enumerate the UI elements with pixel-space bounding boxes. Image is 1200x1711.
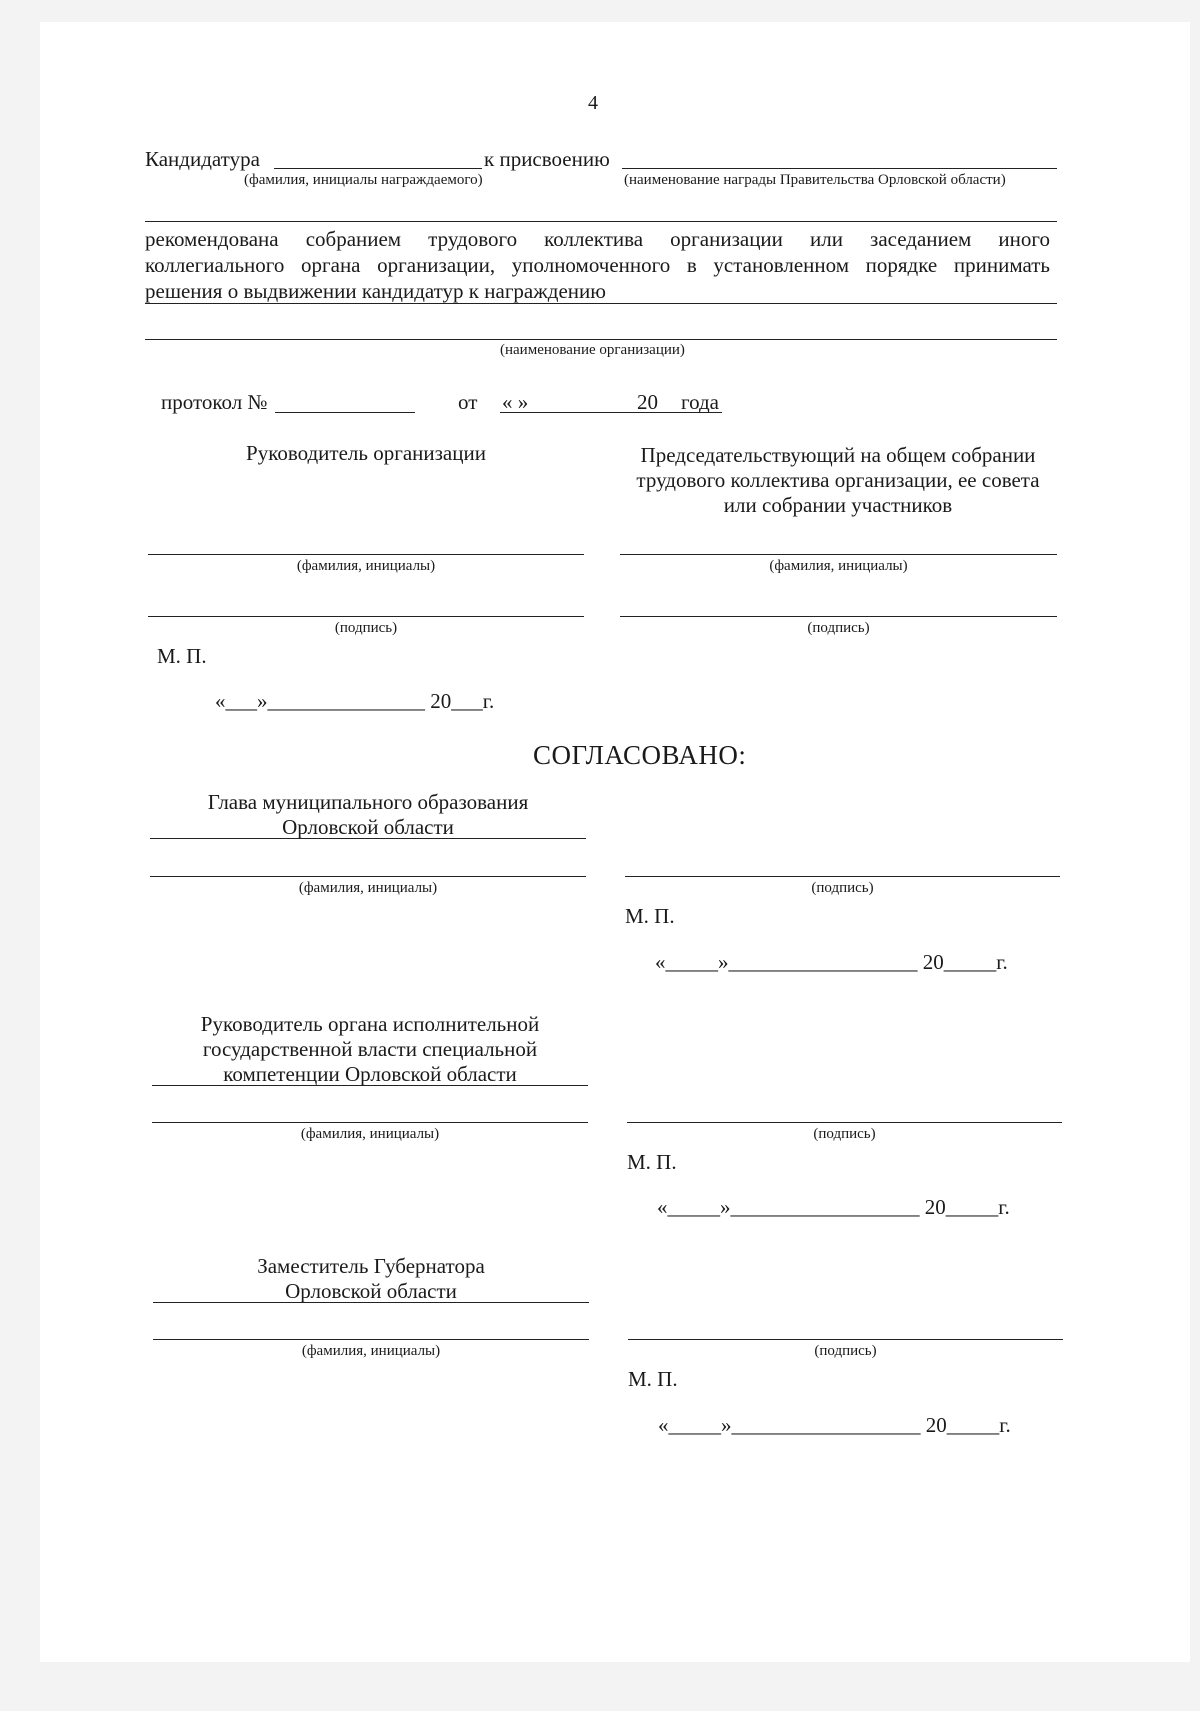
approver-2-stamp: М. П.: [627, 1150, 677, 1174]
approver-3-title-line-2: Орловской области: [285, 1279, 457, 1303]
candidate-label: Кандидатура: [145, 147, 260, 171]
protocol-year: 20: [637, 390, 658, 414]
approver-2-title-line-2: государственной власти специальной: [202, 1037, 538, 1061]
approver-3-signature-line[interactable]: [628, 1339, 1063, 1340]
approver-3-name-line[interactable]: [153, 1339, 589, 1340]
approver-1-name-line[interactable]: [150, 876, 586, 877]
approver-3-title-line-1: Заместитель Губернатора: [257, 1254, 485, 1278]
award-label: к присвоению: [484, 147, 610, 171]
approver-1-title-line-2: Орловской области: [282, 815, 454, 839]
organization-name-line[interactable]: [145, 339, 1057, 340]
approver-3-signature-caption: (подпись): [814, 1343, 877, 1359]
candidate-name-caption: (фамилия, инициалы награждаемого): [244, 172, 483, 188]
award-name-caption: (наименование награды Правительства Орловской области): [624, 172, 1006, 188]
left-signer-name-caption: (фамилия, инициалы): [296, 558, 436, 574]
approver-1-name-caption: (фамилия, инициалы): [298, 880, 438, 896]
approver-3-name-caption: (фамилия, инициалы): [301, 1343, 441, 1359]
right-signer-title-line-2: трудового коллектива организации, ее совета: [636, 468, 1040, 492]
protocol-date-quotes: « »: [502, 390, 529, 414]
document-page: [40, 22, 1190, 1662]
right-signer-name-line[interactable]: [620, 554, 1057, 555]
approver-2-name-caption: (фамилия, инициалы): [300, 1126, 440, 1142]
organization-caption: (наименование организации): [500, 342, 685, 358]
approver-2-title-line-3: компетенции Орловской области: [223, 1062, 517, 1086]
page-number: 4: [588, 92, 598, 114]
award-continuation-line[interactable]: [145, 221, 1057, 222]
left-signer-date: «___»_______________ 20___г.: [215, 689, 495, 713]
approver-3-title-underline: [153, 1302, 589, 1303]
right-signer-signature-caption: (подпись): [807, 620, 870, 636]
approved-heading: СОГЛАСОВАНО:: [533, 740, 747, 770]
right-signer-title-line-3: или собрании участников: [723, 493, 953, 517]
protocol-year-suffix: года: [681, 390, 719, 414]
approver-1-title-underline: [150, 838, 586, 839]
approver-3-date: «_____»__________________ 20_____г.: [658, 1413, 1011, 1437]
approver-2-date: «_____»__________________ 20_____г.: [657, 1195, 1010, 1219]
right-signer-name-caption: (фамилия, инициалы): [769, 558, 908, 574]
approver-2-title-line-1: Руководитель органа исполнительной: [200, 1012, 540, 1036]
right-signer-title-line-1: Председательствующий на общем собрании: [640, 443, 1036, 467]
right-signer-signature-line[interactable]: [620, 616, 1057, 617]
left-signer-name-line[interactable]: [148, 554, 584, 555]
approver-1-stamp: М. П.: [625, 904, 675, 928]
approver-2-name-line[interactable]: [152, 1122, 588, 1123]
recommendation-line-3: решения о выдвижении кандидатур к награждению: [145, 279, 606, 303]
approver-2-signature-caption: (подпись): [813, 1126, 876, 1142]
left-signer-title: Руководитель организации: [246, 441, 486, 465]
approver-1-title-line-1: Глава муниципального образования: [207, 790, 529, 814]
recommendation-line-2: коллегиального органа организации, уполномоченного в установленном порядке принимать: [145, 253, 1050, 277]
approver-3-stamp: М. П.: [628, 1367, 678, 1391]
approver-1-signature-line[interactable]: [625, 876, 1060, 877]
candidate-name-line[interactable]: [274, 168, 482, 169]
approver-2-title-underline: [152, 1085, 588, 1086]
left-signer-signature-line[interactable]: [148, 616, 584, 617]
approver-1-date: «_____»__________________ 20_____г.: [655, 950, 1008, 974]
approver-1-signature-caption: (подпись): [811, 880, 874, 896]
award-name-line[interactable]: [622, 168, 1057, 169]
approver-2-signature-line[interactable]: [627, 1122, 1062, 1123]
recommendation-line-1: рекомендована собранием трудового коллектива организации или заседанием иного: [145, 227, 1050, 251]
left-signer-stamp: М. П.: [157, 644, 207, 668]
recommendation-underline: [145, 303, 1057, 304]
protocol-number-line[interactable]: [275, 412, 415, 413]
protocol-label: протокол №: [161, 390, 268, 414]
left-signer-signature-caption: (подпись): [334, 620, 398, 636]
protocol-from-label: от: [458, 390, 478, 414]
